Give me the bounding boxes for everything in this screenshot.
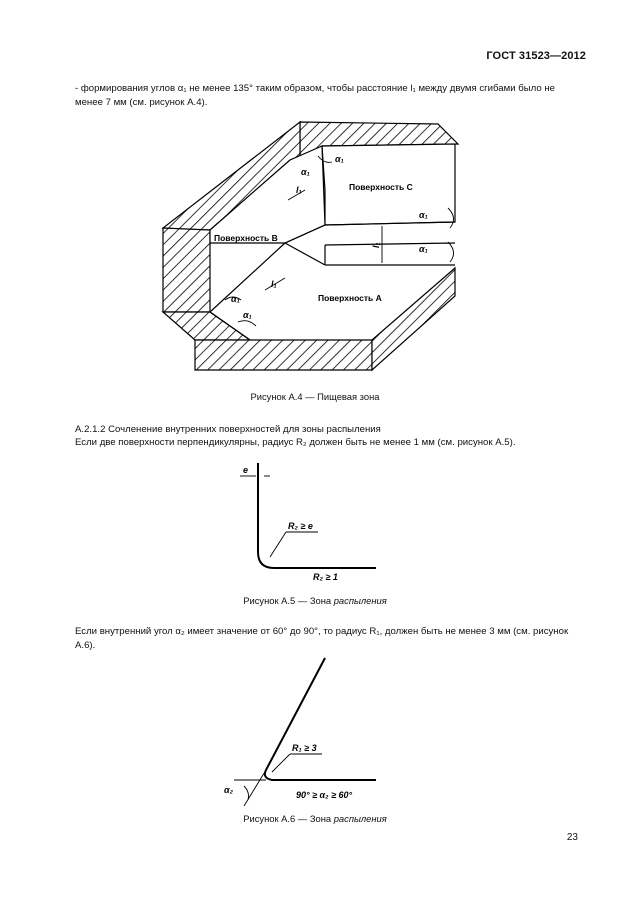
figure-a5-caption [0,595,630,606]
alpha1-label-bottom: α₁ [243,310,252,320]
figure-a6-caption-prefix: Рисунок А.6 — Зона [243,813,334,824]
paragraph-angles: - формирования углов α₁ не менее 135° таким образом, чтобы расстояние l₁ между двумя сгибами было не менее 7 мм (см. рисунок А.4). [75,83,555,108]
figure-a5-caption-prefix: Рисунок А.5 — Зона [243,595,334,606]
surface-c-label: Поверхность С [349,182,413,192]
section-a212-heading: А.2.1.2 Сочленение внутренних поверхностей для зоны распыления [75,424,381,435]
figure-a4-food-zone [150,116,470,386]
figure-a6-caption [0,813,630,824]
l1-label-lower: l₁ [271,279,277,289]
r2-ge-1-label: R₂ ≥ 1 [313,572,338,582]
bottom-right-wall [372,268,455,370]
section-a212-text: Если две поверхности перпендикулярны, радиус R₂ должен быть не менее 1 мм (см. рисунок А.5). [75,437,516,448]
lower-left-wall [163,312,250,340]
alpha1-label-right-lower: α₁ [419,244,428,254]
l1-label-right: l₁ [371,242,381,248]
figure-a6-spray-zone [218,652,388,812]
l1-label-upper: l₁ [296,185,302,195]
figure-a5-caption-italic: распыления [333,595,387,606]
alpha1-label-lower-left: α₁ [231,294,240,304]
r2-ge-e-label: R₂ ≥ e [288,521,313,531]
figure-a5-spray-zone [230,458,390,586]
figure-a6-caption-italic: распыления [333,813,387,824]
r1-ge-3-label: R₁ ≥ 3 [292,743,317,753]
alpha1-label-upper: α₁ [301,167,310,177]
e-label: e [243,465,249,475]
left-wall [163,228,210,312]
surface-a-label: Поверхность А [318,293,382,303]
surface-b-label: Поверхность В [214,233,278,243]
figure-a4-caption: Рисунок А.4 — Пищевая зона [250,391,380,402]
page-number: 23 [566,832,578,843]
bottom-wall [195,340,372,370]
alpha1-label-right-upper: α₁ [419,210,428,220]
alpha1-label-top: α₁ [335,154,344,164]
paragraph-angle-alpha2: Если внутренний угол α₂ имеет значение от 60° до 90°, то радиус R₁, должен быть не менее 3 мм (см. рисунок А.6). [75,626,569,651]
alpha2-label: α₂ [224,785,234,795]
angle-range-label: 90° ≥ α₂ ≥ 60° [296,790,353,800]
standard-header: ГОСТ 31523—2012 [486,50,586,62]
